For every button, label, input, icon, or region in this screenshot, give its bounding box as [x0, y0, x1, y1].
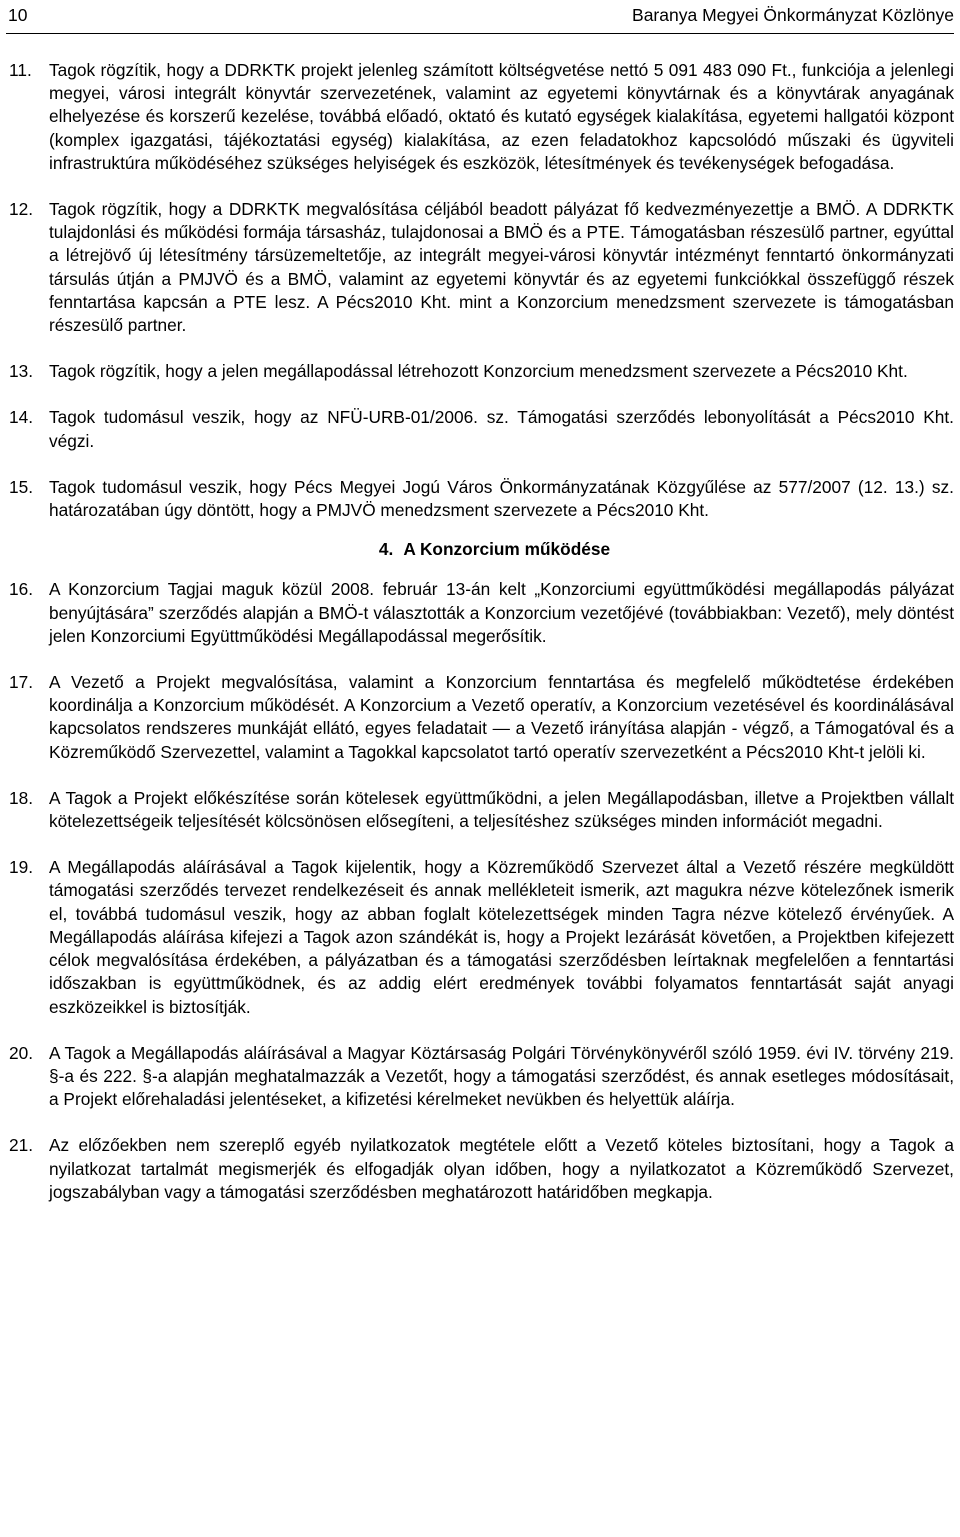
- clause-number: 16.: [9, 579, 34, 600]
- clause-18: [9, 787, 954, 833]
- clause-number: 15.: [9, 476, 34, 497]
- clause-number: 17.: [9, 672, 34, 693]
- clause-number: 12.: [9, 199, 34, 220]
- clause-13: [9, 360, 954, 383]
- page-header: [6, 2, 954, 30]
- clause-number: 13.: [9, 361, 34, 382]
- clause-14: [9, 406, 954, 452]
- clause-text: A Megállapodás aláírásával a Tagok kijelentik, hogy a Közreműködő Szervezet által a Vezető részére megküldött támogatási szerződés tervezet rendelkezéseit és annak mellékleteit ismerik, azt magukra nézve kötelezőnek ismerik el, továbbá tudomásul veszik, hogy az abban foglalt kötelezettségek minden Tagra nézve kötelező érvényűek. A Megállapodás aláírása kifejezi a Tagok azon szándékát is, hogy a Projekt lezárását követően, a Projektben kifejezett célok megvalósítása érdekében, a pályázatban és a támogatási szerződésben leírtaknak megfelelően a fenntartási időszakban is együttműködnek, és az addig elért eredmények további folyamatos fenntartását saját anyagi eszközeikkel is biztosítják.: [49, 857, 954, 1017]
- clause-12: [9, 198, 954, 337]
- clause-17: [9, 671, 954, 764]
- clause-number: 14.: [9, 407, 34, 428]
- clause-20: [9, 1042, 954, 1112]
- page-number: 10: [8, 5, 28, 25]
- clause-text: Tagok rögzítik, hogy a jelen megállapodással létrehozott Konzorcium menedzsment szervezete a Pécs2010 Kht.: [49, 361, 908, 382]
- document-body: [9, 59, 954, 1204]
- clause-number: 21.: [9, 1135, 34, 1156]
- clause-16: [9, 578, 954, 648]
- journal-title: Baranya Megyei Önkormányzat Közlönye: [632, 5, 954, 25]
- section-heading: [35, 538, 954, 561]
- section-title: A Konzorcium működése: [403, 539, 611, 560]
- header-divider: [6, 33, 954, 34]
- clause-text: Tagok tudomásul veszik, hogy az NFÜ-URB-01/2006. sz. Támogatási szerződés lebonyolítását a Pécs2010 Kht. végzi.: [49, 407, 954, 451]
- clause-number: 11.: [9, 60, 32, 80]
- clause-11: [9, 59, 954, 175]
- clause-text: Tagok rögzítik, hogy a DDRKTK projekt jelenleg számított költségvetése nettó 5 091 483 090 Ft., funkciója a jelenlegi megyei, városi integrált könyvtár szervezetének, valamint az egyetemi könyvtárnak és a könyvtárak anyagának elhelyezése és korszerű kezelése, továbbá előadó, oktató és kutató egységek kialakítása, egyetemi hallgatói központ (komplex igazgatási, tájékoztatási egység) kialakítása, az ezen feladatokhoz kapcsolódó műszaki és ügyviteli infrastruktúra működéséhez szükséges helyiségek és eszközök, létesítmények és tevékenységek befogadása.: [49, 60, 954, 173]
- clause-text: Tagok rögzítik, hogy a DDRKTK megvalósítása céljából beadott pályázat fő kedvezményezettje a BMÖ. A DDRKTK tulajdonlási és működési formája társasház, tulajdonosai a BMÖ és a PTE. Támogatásban részesülő partner, egyúttal a létrejövő új létesítmény társüzemeltetője, az integrált megyei-városi könyvtár intézményt fenntartó önkormányzati társulás útján a PMJVÖ és a BMÖ, valamint az egyetemi könyvtár és az egyetemi funkciókkal összefüggő részek fenntartása kapcsán a PTE lesz. A Pécs2010 Kht. mint a Konzorcium menedzsment szervezete is támogatásban részesülő partner.: [49, 199, 954, 336]
- clause-text: A Tagok a Megállapodás aláírásával a Magyar Köztársaság Polgári Törvénykönyvéről szóló 1959. évi IV. törvény 219. §-a és 222. §-a alapján meghatalmazzák a Vezetőt, hogy a támogatási szerződést, és annak esetleges módosításait, a Projekt előrehaladási jelentéseket, a kifizetési kérelmeket nevükben és helyettük aláírja.: [49, 1042, 954, 1110]
- clause-text: Az előzőekben nem szereplő egyéb nyilatkozatok megtétele előtt a Vezető köteles biztosítani, hogy a Tagok a nyilatkozat tartalmát megismerjék és elfogadják olyan időben, hogy a nyilatkozatot a Közreműködő Szervezet, jogszabályban vagy a támogatási szerződésben meghatározott határidőben megkapja.: [49, 1135, 954, 1202]
- clause-text: A Konzorcium Tagjai maguk közül 2008. február 13-án kelt „Konzorciumi együttműködési megállapodás pályázat benyújtására” szerződés alapján a BMÖ-t választották a Konzorcium vezetőjévé (továbbiakban: Vezető), mely döntést jelen Konzorciumi Együttműködési Megállapodással megerősítik.: [49, 579, 954, 646]
- clause-19: [9, 856, 954, 1018]
- section-number: 4.: [378, 539, 394, 560]
- clause-number: 19.: [9, 857, 34, 878]
- clause-number: 18.: [9, 787, 34, 808]
- clause-text: A Vezető a Projekt megvalósítása, valamint a Konzorcium fenntartása és megfelelő működtetése érdekében koordinálja a Konzorcium működését. A Konzorcium a Vezető operatív, a Konzorcium vezetésével és koordinálásával kapcsolatos rendszeres munkáját ellátó, egyes feladatait — a Vezető irányítása alapján - végző, a Támogatóval és a Közreműködő Szervezettel, valamint a Tagokkal kapcsolatot tartó operatív szervezetként a Pécs2010 Kht-t jelöli ki.: [49, 672, 954, 762]
- clause-text: Tagok tudomásul veszik, hogy Pécs Megyei Jogú Város Önkormányzatának Közgyűlése az 577/2007 (12. 13.) sz. határozatában úgy döntött, hogy a PMJVÖ menedzsment szervezete a Pécs2010 Kht.: [49, 476, 954, 521]
- clause-number: 20.: [9, 1042, 34, 1063]
- clause-15: [9, 476, 954, 522]
- clause-text: A Tagok a Projekt előkészítése során kötelesek együttműködni, a jelen Megállapodásban, illetve a Projektben vállalt kötelezettségeik teljesítését kölcsönösen elősegíteni, a teljesítéshez szükséges minden információt megadni.: [49, 787, 954, 832]
- clause-21: [9, 1134, 954, 1204]
